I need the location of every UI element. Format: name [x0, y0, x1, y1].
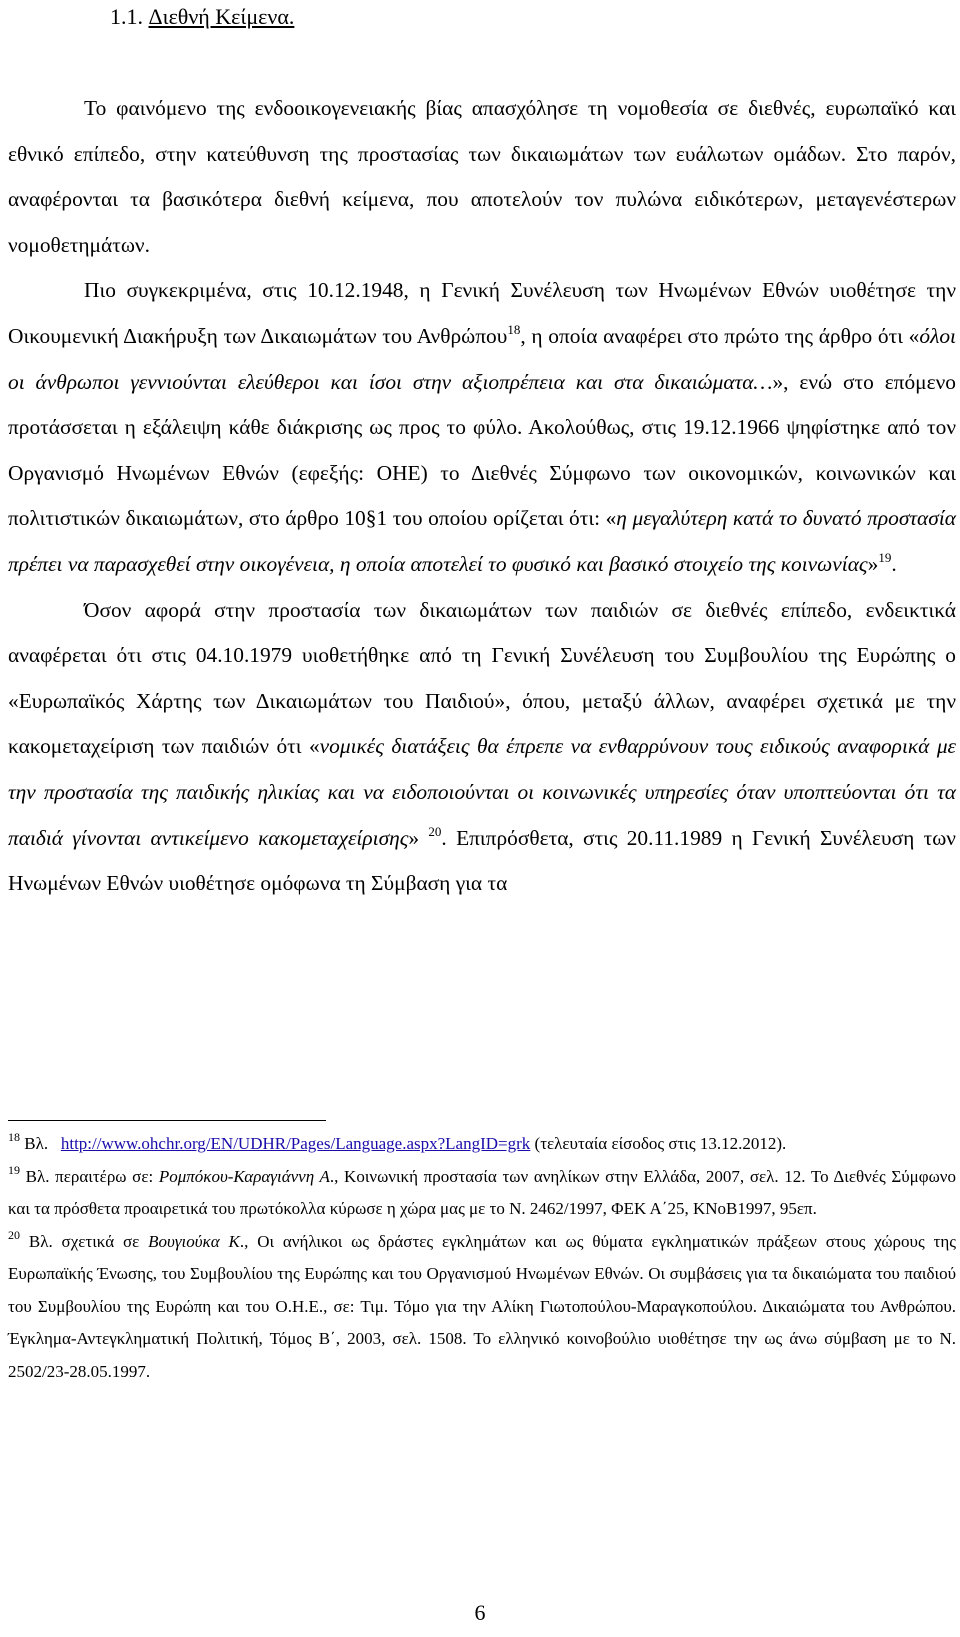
paragraph-2-part4: » — [867, 551, 879, 576]
footnote-author: Ρομπόκου-Καραγιάννη Α — [158, 1166, 330, 1186]
paragraph-2-part1: Πιο συγκεκριμένα, στις 10.12.1948, η Γενική Συνέλευση των Ηνωμένων Εθνών υιοθέτησε την Οικουμενική Διακήρυξη των Δικαιωμάτων του Ανθρώπου — [8, 278, 956, 348]
footnote-18 — [8, 1128, 956, 1161]
footnote-number: 19 — [8, 1162, 20, 1177]
footnote-ref-20[interactable]: 20 — [428, 823, 442, 839]
paragraph-2-part3: », ενώ στο επόμενο προτάσσεται η εξάλειψη κάθε διάκρισης ως προς το φύλο. Ακολούθως, στις 19.12.1966 ψηφίστηκε από τον Οργανισμό Ηνωμένων Εθνών (εφεξής: ΟΗΕ) το Διεθνές Σύμφωνο των οικονομικών, κοινωνικών και πολιτιστικών δικαιωμάτων, στο άρθρο 10§1 του οποίου ορίζεται ότι: « — [8, 369, 956, 531]
footnote-ref-18[interactable]: 18 — [507, 321, 521, 337]
section-heading — [110, 2, 294, 32]
paragraph-3-part1: Όσον αφορά στην προστασία των δικαιωμάτων των παιδιών σε διεθνές επίπεδο, ενδεικτικά αναφέρεται ότι στις 04.10.1979 υιοθετήθηκε από τη Γενική Συνέλευση του Συμβουλίου της Ευρώπης ο «Ευρωπαϊκός Χάρτης των Δικαιωμάτων του Παιδιού», όπου, μεταξύ άλλων, αναφέρει σχετικά με την κακομεταχείριση των παιδιών ότι « — [8, 597, 956, 759]
paragraph-3-part2: » — [408, 825, 420, 850]
paragraph-1-text: Το φαινόμενο της ενδοοικογενειακής βίας απασχόλησε τη νομοθεσία σε διεθνές, ευρωπαϊκό και εθνικό επίπεδο, στην κατεύθυνση της προστασίας των δικαιωμάτων των ευάλωτων ομάδων. Στο παρόν, αναφέρονται τα βασικότερα διεθνή κείμενα, που αποτελούν τον πυλώνα ειδικότερων, μεταγενέστερων νομοθετημάτων. — [8, 96, 956, 257]
paragraph-3-part3: . Επιπρόσθετα, στις 20.11.1989 η Γενική Συνέλευση των Ηνωμένων Εθνών υιοθέτησε ομόφωνα τη Σύμβαση για τα — [8, 825, 956, 896]
page-number: 6 — [474, 1600, 486, 1625]
paragraph-1 — [8, 86, 956, 268]
footnotes — [8, 1128, 956, 1388]
footnote-link[interactable]: http://www.ohchr.org/EN/UDHR/Pages/Language.aspx?LangID=grk — [60, 1134, 531, 1153]
section-number: 1.1. — [110, 4, 143, 29]
footnote-number: 20 — [8, 1227, 20, 1242]
footnote-text: ., Οι ανήλικοι ως δράστες εγκλημάτων και ως θύματα εγκληματικών πράξεων στους χώρους της Ευρωπαϊκής Ένωσης, του Συμβουλίου της Ευρώπης και του Οργανισμού Ηνωμένων Εθνών. Οι συμβάσεις για τα δικαιώματα του παιδιού του Συμβουλίου της Ευρώπη και του Ο.Η.Ε., σε: Τιμ. Τόμο για την Αλίκη Γιωτοπούλου-Μαραγκοπούλου. Δικαιώματα του Ανθρώπου. Έγκλημα-Αντεγκληματική Πολιτική, Τόμος Β΄, 2003, σελ. 1508. Το ελληνικό κοινοβούλιο υιοθέτησε την ως άνω σύμβαση με το Ν. 2502/23-28.05.1997. — [8, 1231, 957, 1381]
footnote-suffix: (τελευταία είσοδος στις 13.12.2012). — [530, 1134, 787, 1153]
paragraph-3 — [8, 588, 956, 907]
footnote-19 — [8, 1161, 956, 1226]
paragraph-3-quote: νομικές διατάξεις θα έπρεπε να ενθαρρύνουν τους ειδικούς αναφορικά με την προστασία της παιδικής ηλικίας και να ειδοποιούνται οι κοινωνικές υπηρεσίες όταν υποπτεύονται ότι τα παιδιά γίνονται αντικείμενο κακομεταχείρισης — [8, 734, 956, 850]
footnote-number: 18 — [8, 1130, 20, 1144]
paragraph-2-part2: , η οποία αναφέρει στο πρώτο της άρθρο ότι « — [520, 323, 920, 348]
footnote-20 — [8, 1226, 956, 1389]
paragraph-2 — [8, 268, 956, 587]
paragraph-2-quote2: η μεγαλύτερη κατά το δυνατό προστασία πρέπει να παρασχεθεί στην οικογένεια, η οποία αποτελεί το φυσικό και βασικό στοιχείο της κοινωνίας — [8, 506, 956, 576]
section-title: Διεθνή Κείμενα. — [148, 4, 295, 29]
footnote-author: Βουγιούκα Κ — [148, 1231, 240, 1251]
footnote-prefix: Βλ. — [24, 1134, 53, 1153]
footnote-prefix: Βλ. περαιτέρω σε: — [25, 1166, 159, 1186]
paragraph-2-quote1: όλοι οι άνθρωποι γεννιούνται ελεύθεροι και ίσοι στην αξιοπρέπεια και στα δικαιώματα… — [8, 323, 956, 394]
footnote-prefix: Βλ. σχετικά σε — [28, 1231, 149, 1251]
paragraph-2-part5: . — [891, 551, 897, 576]
footnote-separator — [8, 1120, 326, 1121]
footnote-ref-19[interactable]: 19 — [878, 549, 892, 565]
footnote-text: ., Κοινωνική προστασία των ανηλίκων στην Ελλάδα, 2007, σελ. 12. Το Διεθνές Σύμφωνο και τα πρόσθετα προαιρετικά του πρωτόκολλα κύρωσε η χώρα μας με το Ν. 2462/1997, ΦΕΚ Α΄25, ΚΝοΒ1997, 95επ. — [8, 1166, 956, 1218]
body-text — [8, 86, 956, 907]
